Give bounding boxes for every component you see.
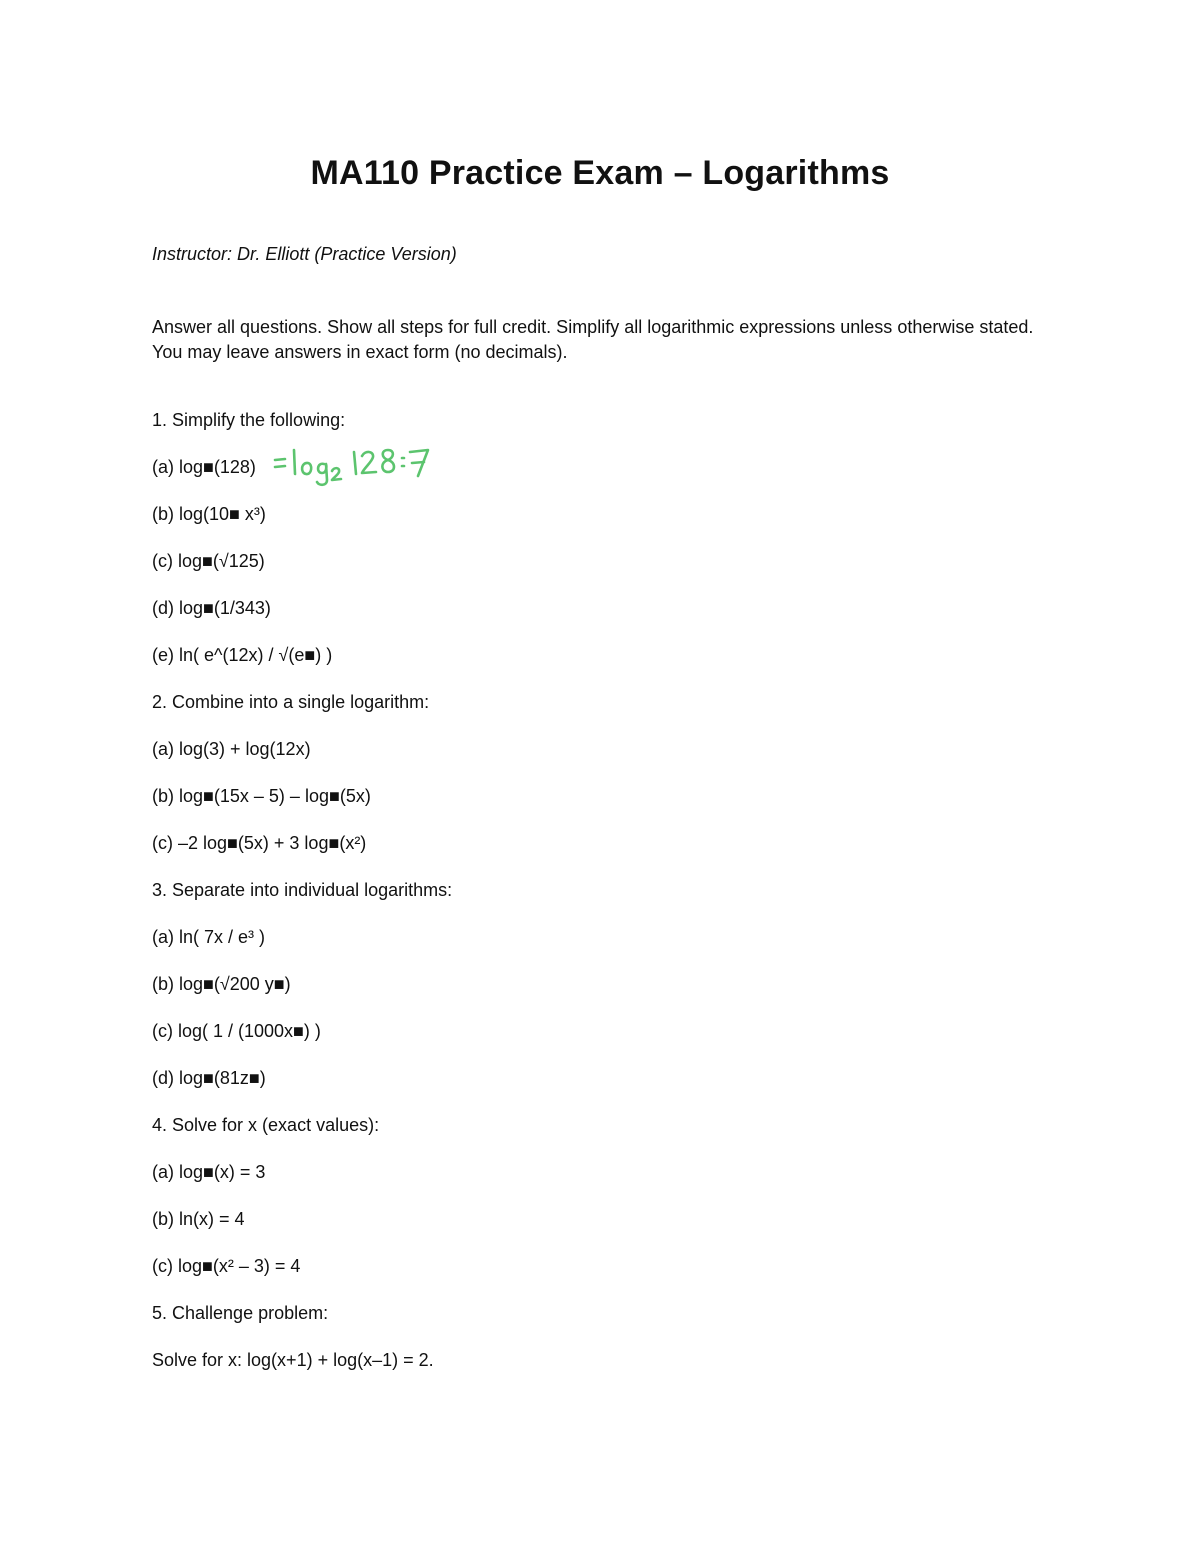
question-5-heading: 5. Challenge problem: xyxy=(152,1303,329,1323)
handwritten-annotation xyxy=(270,440,440,490)
question-5-text: Solve for x: log(x+1) + log(x–1) = 2. xyxy=(152,1350,434,1370)
instructor-line: Instructor: Dr. Elliott (Practice Version) xyxy=(152,244,457,264)
question-2a: (a) log(3) + log(12x) xyxy=(152,739,311,759)
question-1b: (b) log(10■ x³) xyxy=(152,504,266,524)
instructions-paragraph: Answer all questions. Show all steps for full credit. Simplify all logarithmic expressions unless otherwise stated. You may leave answers in exact form (no decimals). xyxy=(152,317,1034,362)
question-3-heading: 3. Separate into individual logarithms: xyxy=(152,880,453,900)
question-2c: (c) –2 log■(5x) + 3 log■(x²) xyxy=(152,833,367,853)
question-3b: (b) log■(√200 y■) xyxy=(152,974,291,994)
question-1e: (e) ln( e^(12x) / √(e■) ) xyxy=(152,645,333,665)
question-3c: (c) log( 1 / (1000x■) ) xyxy=(152,1021,321,1041)
question-2-heading: 2. Combine into a single logarithm: xyxy=(152,692,430,712)
question-3a: (a) ln( 7x / e³ ) xyxy=(152,927,266,947)
question-3d: (d) log■(81z■) xyxy=(152,1068,266,1088)
question-1c: (c) log■(√125) xyxy=(152,551,265,571)
page-title: MA110 Practice Exam – Logarithms xyxy=(310,154,890,192)
question-1d: (d) log■(1/343) xyxy=(152,598,271,618)
question-1-heading: 1. Simplify the following: xyxy=(152,410,346,430)
question-1a: (a) log■(128) xyxy=(152,457,256,477)
question-4b: (b) ln(x) = 4 xyxy=(152,1209,245,1229)
question-4a: (a) log■(x) = 3 xyxy=(152,1162,266,1182)
question-4c: (c) log■(x² – 3) = 4 xyxy=(152,1256,301,1276)
question-4-heading: 4. Solve for x (exact values): xyxy=(152,1115,380,1135)
handwritten-answer-icon xyxy=(270,440,440,490)
question-2b: (b) log■(15x – 5) – log■(5x) xyxy=(152,786,371,806)
